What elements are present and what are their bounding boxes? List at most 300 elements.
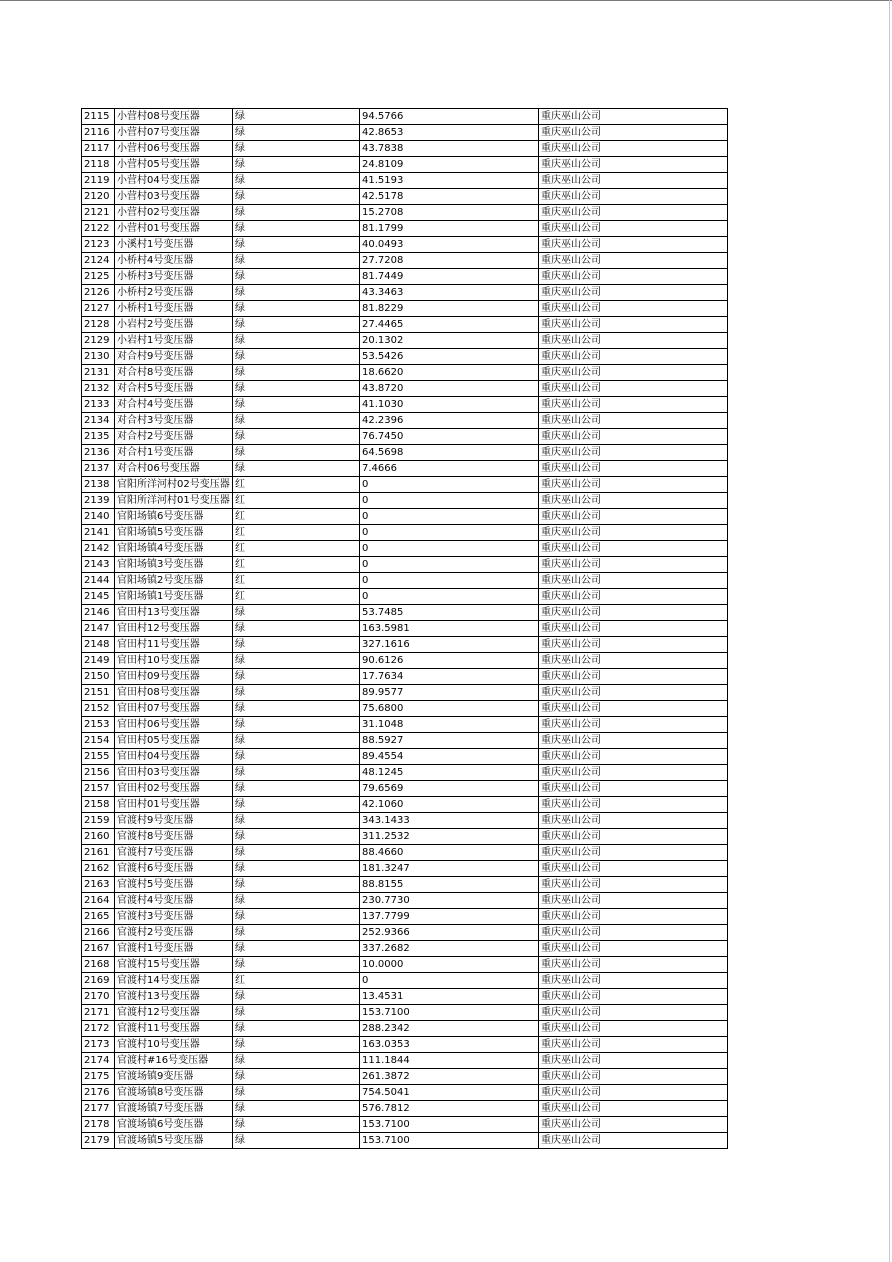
- row-number-cell: 2124: [82, 253, 115, 269]
- company-cell: 重庆巫山公司: [539, 365, 728, 381]
- row-number-cell: 2131: [82, 365, 115, 381]
- table-row: [82, 1069, 728, 1085]
- row-number-cell: 2169: [82, 973, 115, 989]
- status-cell: 绿: [233, 413, 360, 429]
- transformer-name-cell: 官阳场镇3号变压器: [115, 557, 233, 573]
- status-cell: 绿: [233, 1133, 360, 1149]
- company-cell: 重庆巫山公司: [539, 1085, 728, 1101]
- value-cell: 81.7449: [360, 269, 539, 285]
- transformer-name-cell: 官田村12号变压器: [115, 621, 233, 637]
- row-number-cell: 2155: [82, 749, 115, 765]
- row-number-cell: 2154: [82, 733, 115, 749]
- row-number-cell: 2144: [82, 573, 115, 589]
- transformer-table: [81, 108, 728, 1149]
- company-cell: 重庆巫山公司: [539, 125, 728, 141]
- transformer-name-cell: 对合村8号变压器: [115, 365, 233, 381]
- status-cell: 绿: [233, 461, 360, 477]
- value-cell: 89.4554: [360, 749, 539, 765]
- table-row: [82, 621, 728, 637]
- status-cell: 绿: [233, 1069, 360, 1085]
- transformer-name-cell: 对合村06号变压器: [115, 461, 233, 477]
- table-row: [82, 349, 728, 365]
- status-cell: 绿: [233, 173, 360, 189]
- transformer-name-cell: 小桥村2号变压器: [115, 285, 233, 301]
- table-row: [82, 925, 728, 941]
- value-cell: 0: [360, 589, 539, 605]
- row-number-cell: 2117: [82, 141, 115, 157]
- transformer-name-cell: 官渡村#16号变压器: [115, 1053, 233, 1069]
- row-number-cell: 2159: [82, 813, 115, 829]
- table-row: [82, 1133, 728, 1149]
- status-cell: 红: [233, 541, 360, 557]
- row-number-cell: 2158: [82, 797, 115, 813]
- table-row: [82, 301, 728, 317]
- company-cell: 重庆巫山公司: [539, 493, 728, 509]
- value-cell: 0: [360, 525, 539, 541]
- transformer-name-cell: 小营村04号变压器: [115, 173, 233, 189]
- transformer-name-cell: 小营村02号变压器: [115, 205, 233, 221]
- value-cell: 64.5698: [360, 445, 539, 461]
- value-cell: 88.5927: [360, 733, 539, 749]
- status-cell: 绿: [233, 797, 360, 813]
- transformer-name-cell: 官渡村3号变压器: [115, 909, 233, 925]
- table-row: [82, 1021, 728, 1037]
- company-cell: 重庆巫山公司: [539, 1005, 728, 1021]
- status-cell: 绿: [233, 653, 360, 669]
- company-cell: 重庆巫山公司: [539, 765, 728, 781]
- company-cell: 重庆巫山公司: [539, 301, 728, 317]
- company-cell: 重庆巫山公司: [539, 669, 728, 685]
- table-row: [82, 205, 728, 221]
- value-cell: 754.5041: [360, 1085, 539, 1101]
- status-cell: 绿: [233, 445, 360, 461]
- transformer-name-cell: 官阳所洋河村02号变压器: [115, 477, 233, 493]
- table-row: [82, 957, 728, 973]
- value-cell: 18.6620: [360, 365, 539, 381]
- transformer-name-cell: 官田村05号变压器: [115, 733, 233, 749]
- value-cell: 327.1616: [360, 637, 539, 653]
- value-cell: 261.3872: [360, 1069, 539, 1085]
- company-cell: 重庆巫山公司: [539, 189, 728, 205]
- value-cell: 15.2708: [360, 205, 539, 221]
- transformer-name-cell: 官田村02号变压器: [115, 781, 233, 797]
- transformer-name-cell: 小岩村2号变压器: [115, 317, 233, 333]
- company-cell: 重庆巫山公司: [539, 109, 728, 125]
- row-number-cell: 2132: [82, 381, 115, 397]
- row-number-cell: 2118: [82, 157, 115, 173]
- value-cell: 0: [360, 477, 539, 493]
- transformer-name-cell: 官渡场镇6号变压器: [115, 1117, 233, 1133]
- top-border-line: [0, 0, 892, 1]
- page-edge-line: [889, 0, 890, 1262]
- table-row: [82, 845, 728, 861]
- company-cell: 重庆巫山公司: [539, 397, 728, 413]
- company-cell: 重庆巫山公司: [539, 749, 728, 765]
- row-number-cell: 2126: [82, 285, 115, 301]
- company-cell: 重庆巫山公司: [539, 557, 728, 573]
- row-number-cell: 2168: [82, 957, 115, 973]
- row-number-cell: 2164: [82, 893, 115, 909]
- value-cell: 90.6126: [360, 653, 539, 669]
- status-cell: 绿: [233, 717, 360, 733]
- status-cell: 绿: [233, 893, 360, 909]
- status-cell: 绿: [233, 125, 360, 141]
- transformer-name-cell: 官田村13号变压器: [115, 605, 233, 621]
- transformer-name-cell: 小岩村1号变压器: [115, 333, 233, 349]
- table-row: [82, 109, 728, 125]
- table-row: [82, 221, 728, 237]
- table-row: [82, 685, 728, 701]
- value-cell: 81.1799: [360, 221, 539, 237]
- value-cell: 40.0493: [360, 237, 539, 253]
- company-cell: 重庆巫山公司: [539, 909, 728, 925]
- status-cell: 绿: [233, 877, 360, 893]
- transformer-name-cell: 官渡村1号变压器: [115, 941, 233, 957]
- row-number-cell: 2142: [82, 541, 115, 557]
- row-number-cell: 2153: [82, 717, 115, 733]
- transformer-name-cell: 官田村04号变压器: [115, 749, 233, 765]
- transformer-name-cell: 官田村03号变压器: [115, 765, 233, 781]
- table-row: [82, 477, 728, 493]
- status-cell: 绿: [233, 621, 360, 637]
- value-cell: 0: [360, 541, 539, 557]
- table-row: [82, 541, 728, 557]
- table-row: [82, 141, 728, 157]
- table-row: [82, 861, 728, 877]
- transformer-name-cell: 官渡场镇5号变压器: [115, 1133, 233, 1149]
- table-row: [82, 781, 728, 797]
- status-cell: 绿: [233, 781, 360, 797]
- value-cell: 43.8720: [360, 381, 539, 397]
- transformer-name-cell: 官渡场镇8号变压器: [115, 1085, 233, 1101]
- company-cell: 重庆巫山公司: [539, 429, 728, 445]
- value-cell: 88.4660: [360, 845, 539, 861]
- status-cell: 绿: [233, 941, 360, 957]
- table-row: [82, 557, 728, 573]
- value-cell: 252.9366: [360, 925, 539, 941]
- table-row: [82, 573, 728, 589]
- row-number-cell: 2174: [82, 1053, 115, 1069]
- transformer-name-cell: 官阳场镇2号变压器: [115, 573, 233, 589]
- status-cell: 绿: [233, 237, 360, 253]
- transformer-name-cell: 小营村07号变压器: [115, 125, 233, 141]
- row-number-cell: 2160: [82, 829, 115, 845]
- row-number-cell: 2120: [82, 189, 115, 205]
- transformer-name-cell: 官渡村8号变压器: [115, 829, 233, 845]
- status-cell: 绿: [233, 765, 360, 781]
- value-cell: 43.7838: [360, 141, 539, 157]
- status-cell: 绿: [233, 685, 360, 701]
- transformer-name-cell: 官渡村4号变压器: [115, 893, 233, 909]
- value-cell: 7.4666: [360, 461, 539, 477]
- transformer-name-cell: 官田村09号变压器: [115, 669, 233, 685]
- status-cell: 红: [233, 589, 360, 605]
- row-number-cell: 2175: [82, 1069, 115, 1085]
- status-cell: 绿: [233, 1037, 360, 1053]
- transformer-name-cell: 小桥村1号变压器: [115, 301, 233, 317]
- company-cell: 重庆巫山公司: [539, 861, 728, 877]
- table-row: [82, 989, 728, 1005]
- status-cell: 绿: [233, 189, 360, 205]
- value-cell: 153.7100: [360, 1005, 539, 1021]
- value-cell: 42.1060: [360, 797, 539, 813]
- value-cell: 48.1245: [360, 765, 539, 781]
- value-cell: 94.5766: [360, 109, 539, 125]
- value-cell: 41.1030: [360, 397, 539, 413]
- value-cell: 0: [360, 557, 539, 573]
- transformer-name-cell: 对合村2号变压器: [115, 429, 233, 445]
- status-cell: 红: [233, 525, 360, 541]
- company-cell: 重庆巫山公司: [539, 797, 728, 813]
- row-number-cell: 2139: [82, 493, 115, 509]
- status-cell: 绿: [233, 221, 360, 237]
- table-row: [82, 1117, 728, 1133]
- status-cell: 绿: [233, 1053, 360, 1069]
- transformer-name-cell: 对合村3号变压器: [115, 413, 233, 429]
- value-cell: 0: [360, 973, 539, 989]
- status-cell: 绿: [233, 157, 360, 173]
- table-row: [82, 125, 728, 141]
- row-number-cell: 2152: [82, 701, 115, 717]
- transformer-name-cell: 对合村1号变压器: [115, 445, 233, 461]
- company-cell: 重庆巫山公司: [539, 237, 728, 253]
- table-row: [82, 653, 728, 669]
- transformer-name-cell: 官渡场镇9变压器: [115, 1069, 233, 1085]
- table-row: [82, 493, 728, 509]
- company-cell: 重庆巫山公司: [539, 413, 728, 429]
- company-cell: 重庆巫山公司: [539, 893, 728, 909]
- company-cell: 重庆巫山公司: [539, 285, 728, 301]
- transformer-name-cell: 小营村08号变压器: [115, 109, 233, 125]
- table-row: [82, 285, 728, 301]
- value-cell: 41.5193: [360, 173, 539, 189]
- table-row: [82, 1101, 728, 1117]
- table-row: [82, 589, 728, 605]
- company-cell: 重庆巫山公司: [539, 509, 728, 525]
- status-cell: 绿: [233, 909, 360, 925]
- row-number-cell: 2167: [82, 941, 115, 957]
- value-cell: 288.2342: [360, 1021, 539, 1037]
- table-row: [82, 525, 728, 541]
- value-cell: 27.4465: [360, 317, 539, 333]
- transformer-name-cell: 官田村08号变压器: [115, 685, 233, 701]
- row-number-cell: 2173: [82, 1037, 115, 1053]
- status-cell: 绿: [233, 269, 360, 285]
- status-cell: 绿: [233, 1085, 360, 1101]
- value-cell: 153.7100: [360, 1133, 539, 1149]
- table-row: [82, 765, 728, 781]
- status-cell: 绿: [233, 1101, 360, 1117]
- value-cell: 31.1048: [360, 717, 539, 733]
- company-cell: 重庆巫山公司: [539, 637, 728, 653]
- company-cell: 重庆巫山公司: [539, 221, 728, 237]
- status-cell: 绿: [233, 301, 360, 317]
- company-cell: 重庆巫山公司: [539, 573, 728, 589]
- company-cell: 重庆巫山公司: [539, 941, 728, 957]
- table-body: [82, 109, 728, 1149]
- value-cell: 27.7208: [360, 253, 539, 269]
- company-cell: 重庆巫山公司: [539, 925, 728, 941]
- transformer-name-cell: 小营村05号变压器: [115, 157, 233, 173]
- company-cell: 重庆巫山公司: [539, 541, 728, 557]
- value-cell: 24.8109: [360, 157, 539, 173]
- row-number-cell: 2129: [82, 333, 115, 349]
- row-number-cell: 2176: [82, 1085, 115, 1101]
- company-cell: 重庆巫山公司: [539, 157, 728, 173]
- company-cell: 重庆巫山公司: [539, 685, 728, 701]
- status-cell: 绿: [233, 749, 360, 765]
- row-number-cell: 2145: [82, 589, 115, 605]
- company-cell: 重庆巫山公司: [539, 989, 728, 1005]
- value-cell: 43.3463: [360, 285, 539, 301]
- row-number-cell: 2136: [82, 445, 115, 461]
- value-cell: 163.0353: [360, 1037, 539, 1053]
- row-number-cell: 2151: [82, 685, 115, 701]
- row-number-cell: 2161: [82, 845, 115, 861]
- table-row: [82, 973, 728, 989]
- status-cell: 红: [233, 477, 360, 493]
- value-cell: 20.1302: [360, 333, 539, 349]
- value-cell: 311.2532: [360, 829, 539, 845]
- value-cell: 0: [360, 509, 539, 525]
- status-cell: 绿: [233, 109, 360, 125]
- transformer-name-cell: 小溪村1号变压器: [115, 237, 233, 253]
- table-row: [82, 1037, 728, 1053]
- table-row: [82, 237, 728, 253]
- value-cell: 76.7450: [360, 429, 539, 445]
- company-cell: 重庆巫山公司: [539, 141, 728, 157]
- table-row: [82, 253, 728, 269]
- status-cell: 绿: [233, 813, 360, 829]
- transformer-name-cell: 官阳场镇4号变压器: [115, 541, 233, 557]
- company-cell: 重庆巫山公司: [539, 845, 728, 861]
- company-cell: 重庆巫山公司: [539, 957, 728, 973]
- value-cell: 89.9577: [360, 685, 539, 701]
- transformer-name-cell: 官阳场镇1号变压器: [115, 589, 233, 605]
- transformer-name-cell: 官田村06号变压器: [115, 717, 233, 733]
- transformer-name-cell: 小营村03号变压器: [115, 189, 233, 205]
- row-number-cell: 2128: [82, 317, 115, 333]
- status-cell: 红: [233, 573, 360, 589]
- status-cell: 绿: [233, 1005, 360, 1021]
- row-number-cell: 2134: [82, 413, 115, 429]
- row-number-cell: 2156: [82, 765, 115, 781]
- company-cell: 重庆巫山公司: [539, 781, 728, 797]
- transformer-name-cell: 小营村06号变压器: [115, 141, 233, 157]
- status-cell: 绿: [233, 861, 360, 877]
- transformer-name-cell: 官田村10号变压器: [115, 653, 233, 669]
- row-number-cell: 2125: [82, 269, 115, 285]
- value-cell: 230.7730: [360, 893, 539, 909]
- company-cell: 重庆巫山公司: [539, 621, 728, 637]
- table-row: [82, 381, 728, 397]
- transformer-name-cell: 官渡场镇7号变压器: [115, 1101, 233, 1117]
- status-cell: 绿: [233, 381, 360, 397]
- table-row: [82, 797, 728, 813]
- status-cell: 绿: [233, 925, 360, 941]
- status-cell: 绿: [233, 637, 360, 653]
- transformer-name-cell: 官渡村9号变压器: [115, 813, 233, 829]
- transformer-name-cell: 官阳场镇5号变压器: [115, 525, 233, 541]
- value-cell: 13.4531: [360, 989, 539, 1005]
- row-number-cell: 2157: [82, 781, 115, 797]
- value-cell: 42.8653: [360, 125, 539, 141]
- table-row: [82, 1053, 728, 1069]
- table-row: [82, 269, 728, 285]
- company-cell: 重庆巫山公司: [539, 477, 728, 493]
- table-row: [82, 397, 728, 413]
- transformer-name-cell: 官渡村11号变压器: [115, 1021, 233, 1037]
- status-cell: 绿: [233, 957, 360, 973]
- row-number-cell: 2141: [82, 525, 115, 541]
- transformer-name-cell: 官田村07号变压器: [115, 701, 233, 717]
- row-number-cell: 2162: [82, 861, 115, 877]
- status-cell: 绿: [233, 1021, 360, 1037]
- transformer-name-cell: 小桥村3号变压器: [115, 269, 233, 285]
- company-cell: 重庆巫山公司: [539, 253, 728, 269]
- status-cell: 绿: [233, 365, 360, 381]
- table-row: [82, 317, 728, 333]
- status-cell: 绿: [233, 349, 360, 365]
- value-cell: 53.7485: [360, 605, 539, 621]
- value-cell: 0: [360, 573, 539, 589]
- value-cell: 337.2682: [360, 941, 539, 957]
- table-row: [82, 429, 728, 445]
- company-cell: 重庆巫山公司: [539, 701, 728, 717]
- table-row: [82, 1085, 728, 1101]
- status-cell: 绿: [233, 253, 360, 269]
- transformer-name-cell: 官渡村2号变压器: [115, 925, 233, 941]
- table-row: [82, 941, 728, 957]
- row-number-cell: 2119: [82, 173, 115, 189]
- value-cell: 0: [360, 493, 539, 509]
- table-row: [82, 909, 728, 925]
- company-cell: 重庆巫山公司: [539, 317, 728, 333]
- status-cell: 红: [233, 557, 360, 573]
- transformer-name-cell: 对合村4号变压器: [115, 397, 233, 413]
- value-cell: 42.5178: [360, 189, 539, 205]
- table-row: [82, 1005, 728, 1021]
- table-row: [82, 157, 728, 173]
- row-number-cell: 2178: [82, 1117, 115, 1133]
- status-cell: 绿: [233, 1117, 360, 1133]
- company-cell: 重庆巫山公司: [539, 829, 728, 845]
- row-number-cell: 2143: [82, 557, 115, 573]
- value-cell: 10.0000: [360, 957, 539, 973]
- transformer-name-cell: 官渡村10号变压器: [115, 1037, 233, 1053]
- row-number-cell: 2140: [82, 509, 115, 525]
- status-cell: 绿: [233, 669, 360, 685]
- row-number-cell: 2130: [82, 349, 115, 365]
- row-number-cell: 2150: [82, 669, 115, 685]
- table-row: [82, 669, 728, 685]
- table-row: [82, 413, 728, 429]
- status-cell: 绿: [233, 285, 360, 301]
- table-row: [82, 637, 728, 653]
- table-row: [82, 877, 728, 893]
- value-cell: 181.3247: [360, 861, 539, 877]
- transformer-name-cell: 对合村9号变压器: [115, 349, 233, 365]
- table-row: [82, 445, 728, 461]
- value-cell: 576.7812: [360, 1101, 539, 1117]
- company-cell: 重庆巫山公司: [539, 333, 728, 349]
- company-cell: 重庆巫山公司: [539, 461, 728, 477]
- row-number-cell: 2170: [82, 989, 115, 1005]
- value-cell: 88.8155: [360, 877, 539, 893]
- transformer-name-cell: 小营村01号变压器: [115, 221, 233, 237]
- company-cell: 重庆巫山公司: [539, 1037, 728, 1053]
- value-cell: 137.7799: [360, 909, 539, 925]
